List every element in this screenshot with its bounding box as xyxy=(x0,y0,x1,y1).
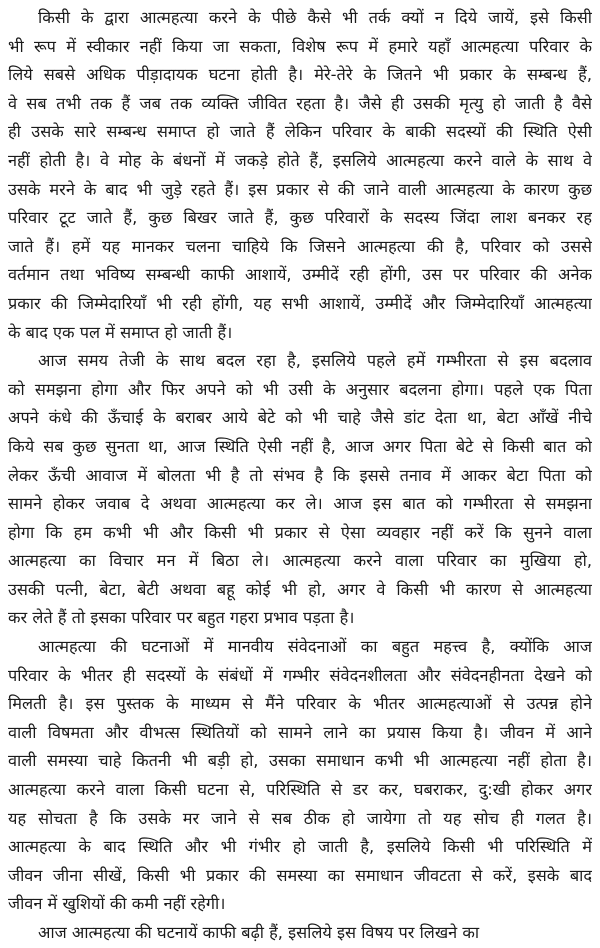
text-line: परिवार के भीतर ही सदस्यों के संबंधों में गम्भीर संवेदनशीलता और संवेदनहीनता देखने को xyxy=(8,665,592,685)
text-line: वर्तमान तथा भविष्य सम्बन्धी काफी आशायें, उम्मीदें रही होंगी, उस पर परिवार की अनेक xyxy=(8,265,592,285)
text-line: मिलती है। इस पुस्तक के माध्यम से मैंने परिवार के भीतर आत्महत्याओं से उत्पन्न होने xyxy=(8,694,592,714)
text-line: भी रूप में स्वीकार नहीं किया जा सकता, विशेष रूप में हमारे यहाँ आत्महत्या परिवार के xyxy=(8,36,592,56)
text-line: को समझना होगा और फिर अपने को भी उसी के अनुसार बदलना होगा। पहले एक पिता xyxy=(8,379,592,399)
text-line: लेकर ऊँची आवाज में बोलता भी है तो संभव है कि इससे तनाव में आकर बेटा पिता को xyxy=(8,465,592,485)
text-line: अपने कंधे की ऊँचाई के बराबर आये बेटे को भी चाहे जैसे डांट देता था, बेटा आँखें नीचे xyxy=(8,408,592,428)
text-line: आत्महत्या का विचार मन में बिठा ले। आत्महत्या करने वाला परिवार का मुखिया हो, xyxy=(8,551,592,571)
text-line: कर लेते हैं तो इसका परिवार पर बहुत गहरा प्रभाव पड़ता है। xyxy=(8,608,355,628)
text-line: आत्महत्या करने वाला किसी घटना से, परिस्थिति से डर कर, घबराकर, दु:खी होकर अगर xyxy=(8,780,592,800)
text-line: वाली समस्या चाहे कितनी भी बड़ी हो, उसका समाधान कभी भी आत्महत्या नहीं होता है। xyxy=(8,751,592,771)
text-line: आत्महत्या के बाद स्थिति और भी गंभीर हो जाती है, इसलिये किसी भी परिस्थिति में xyxy=(8,837,592,857)
text-line: आज आत्महत्या की घटनायें काफी बढ़ी हैं, इसलिये इस विषय पर लिखने का xyxy=(38,923,480,942)
text-line: वाली विषमता और वीभत्स स्थितियों को सामने लाने का प्रयास किया है। जीवन में आने xyxy=(8,722,592,742)
text-line: जाते हैं। हमें यह मानकर चलना चाहिये कि जिसने आत्महत्या की है, परिवार को उससे xyxy=(8,236,592,256)
text-line: जीवन में खुशियों की कमी नहीं रहेगी। xyxy=(8,894,226,914)
paragraph-4 xyxy=(8,919,592,948)
text-line: किसी के द्वारा आत्महत्या करने के पीछे कैसे भी तर्क क्यों न दिये जायें, इसे किसी xyxy=(38,8,592,27)
text-line: प्रकार की जिम्मेदारियाँ भी रही होंगी, यह सभी आशायें, उम्मीदें और जिम्मेदारियाँ आत्महत्या xyxy=(8,293,592,313)
text-line: सामने होकर जवाब दे अथवा आत्महत्या कर ले। आज इस बात को गम्भीरता से समझना xyxy=(8,494,592,514)
text-line: जीवन जीना सीखें, किसी भी प्रकार की समस्या का समाधान जीवटता से करें, इसके बाद xyxy=(8,865,592,885)
text-line: आत्महत्या की घटनाओं में मानवीय संवेदनाओं का बहुत महत्त्व है, क्योंकि आज xyxy=(38,637,592,657)
text-line: ही उसके सारे सम्बन्ध समाप्त हो जाते हैं लेकिन परिवार के बाकी सदस्यों की स्थिति ऐसी xyxy=(8,122,592,142)
text-line: नहीं होती है। वे मोह के बंधनों में जकड़े होते हैं, इसलिये आत्महत्या करने वाले के साथ वे xyxy=(8,150,592,170)
text-line: के बाद एक पल में समाप्त हो जाती हैं। xyxy=(8,322,233,342)
text-line: आज समय तेजी के साथ बदल रहा है, इसलिये पहले हमें गम्भीरता से इस बदलाव xyxy=(38,351,592,371)
paragraph-1 xyxy=(8,4,592,347)
text-line: लिये सबसे अधिक पीड़ादायक घटना होती है। मेरे-तेरे के जितने भी प्रकार के सम्बन्ध हैं, xyxy=(8,65,592,85)
paragraph-3 xyxy=(8,633,592,919)
text-line: यह सोचता है कि उसके मर जाने से सब ठीक हो जायेगा तो यह सोच ही गलत है। xyxy=(8,808,592,828)
text-line: उसकी पत्नी, बेटा, बेटी अथवा बहू कोई भी हो, अगर वे किसी भी कारण से आत्महत्या xyxy=(8,579,592,599)
text-line: परिवार टूट जाते हैं, कुछ बिखर जाते हैं, कुछ परिवारों के सदस्य जिंदा लाश बनकर रह xyxy=(8,208,592,228)
paragraph-2 xyxy=(8,347,592,633)
text-line: किये सब कुछ सुनता था, आज स्थिति ऐसी नहीं है, आज अगर पिता बेटे से किसी बात को xyxy=(8,436,592,456)
text-line: वे सब तभी तक हैं जब तक व्यक्ति जीवित रहता है। जैसे ही उसकी मृत्यु हो जाती है वैसे xyxy=(8,93,592,113)
text-line: होगा कि हम कभी भी और किसी भी प्रकार से ऐसा व्यवहार नहीं करें कि सुनने वाला xyxy=(8,522,592,542)
text-line: उसके मरने के बाद भी जुड़े रहते हैं। इस प्रकार से की जाने वाली आत्महत्या के कारण कुछ xyxy=(8,179,592,199)
